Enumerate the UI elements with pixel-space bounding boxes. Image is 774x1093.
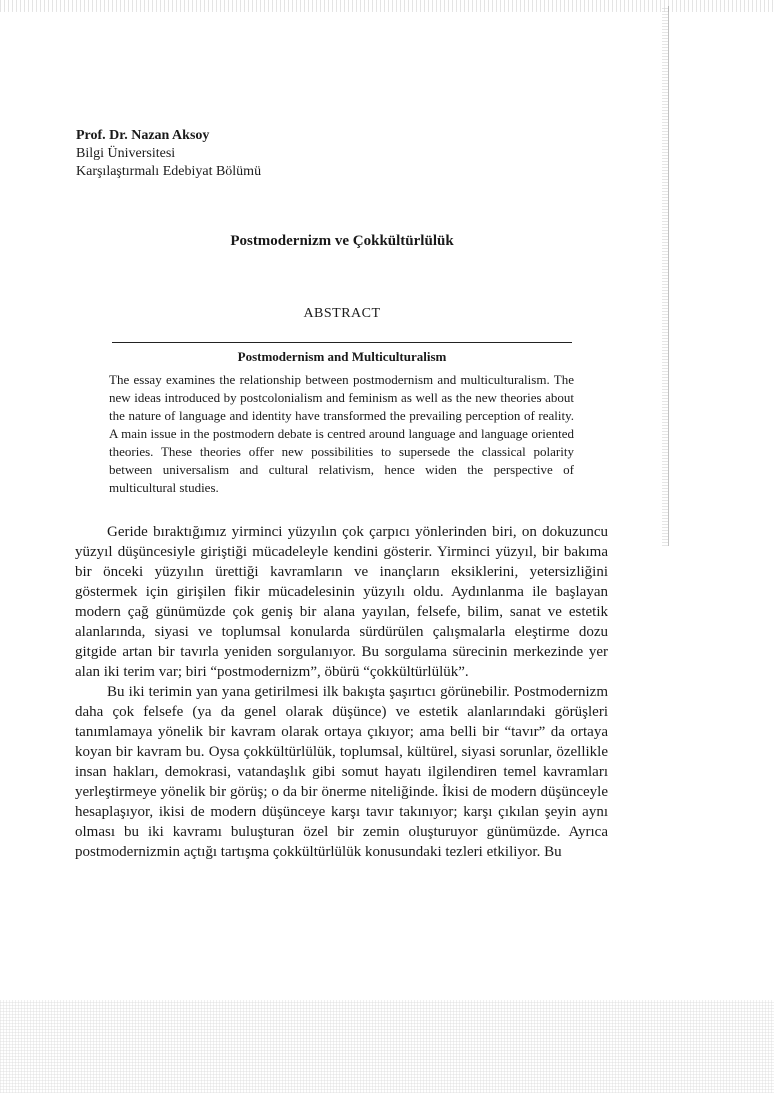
abstract-divider <box>112 342 572 343</box>
page-title: Postmodernizm ve Çokkültürlülük <box>230 233 454 249</box>
scan-artifact-right <box>662 6 669 546</box>
author-university: Bilgi Üniversitesi <box>76 146 176 161</box>
abstract-text: The essay examines the relationship between postmodernism and multiculturalism. The new ideas introduced by postcolonialism and feminism as well as the new theories about the nature of language and identity have transformed the prevailing perception of reality. A main issue in the postmodern debate is centred around language and language oriented theories. These theories offer new possibilities to supersede the classical polarity between universalism and cultural relativism, hence widen the perspective of multicultural studies. <box>109 372 574 495</box>
scan-artifact-bottom <box>0 1000 774 1093</box>
author-block <box>76 127 261 181</box>
abstract-title: Postmodernism and Multiculturalism <box>237 349 447 364</box>
body-paragraph: Geride bıraktığımız yirminci yüzyılın çok çarpıcı yönlerinden biri, on dokuzuncu yüzyıl düşüncesiyle giriştiği mücadeleyle kendini gösterir. Yirminci yüzyıl, bir bakıma bir önceki yüzyılın ürettiği kavramların ve inançların eksiklerini, yetersizliğini göstermek için girişilen fikir mücadelesinin yüzyılı oldu. Aydınlanma ile başlayan modern çağ günümüzde çok geniş bir alana yayılan, felsefe, bilim, sanat ve estetik alanlarında, siyasi ve toplumsal konularda sürdürülen çalışmalarla eleştirme dozu gitgide artan bir tavırla yeniden sorgulanıyor. Bu sorgulama sürecinin merkezinde yer alan iki terim var; biri “postmodernizm”, öbürü “çokkültürlülük”. <box>75 524 608 680</box>
author-name: Prof. Dr. Nazan Aksoy <box>76 128 210 143</box>
author-department: Karşılaştırmalı Edebiyat Bölümü <box>76 164 262 179</box>
abstract-heading: ABSTRACT <box>303 306 381 321</box>
scan-artifact-top <box>0 0 774 12</box>
body-paragraph: Bu iki terimin yan yana getirilmesi ilk bakışta şaşırtıcı görünebilir. Postmodernizm daha çok felsefe (ya da genel olarak düşünce) ve estetik alanlarındaki görüşleri tanımlamaya yönelik bir kavram olarak ortaya çıkıyor; ama belli bir “tavır” da ortaya koyan bir kavram bu. Oysa çokkültürlülük, toplumsal, kültürel, siyasi sorunlar, özellikle insan hakları, demokrasi, vatandaşlık gibi somut hayatı ilgilendiren temel kavramları yerleştirmeye yönelik bir görüş; o da bir önerme niteliğinde. İkisi de modern düşünceyle hesaplaşıyor, ikisi de modern düşünceye karşı tavır takınıyor; karşı çıkılan şeyin aynı olması bu iki kavramı buluşturan özel bir zemin oluşturuyor günümüzde. Ayrıca postmodernizmin açtığı tartışma çokkültürlülük konusundaki tezleri etkiliyor. Bu <box>75 684 608 860</box>
body-text <box>75 522 608 862</box>
